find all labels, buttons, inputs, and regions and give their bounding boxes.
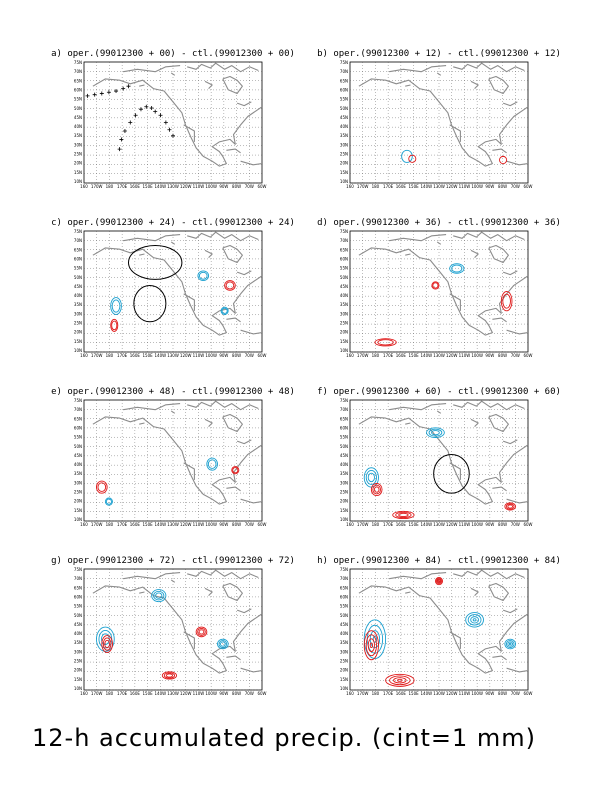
- lat-tick-label: 20N: [73, 498, 82, 504]
- lon-tick-label: 150E: [408, 522, 419, 527]
- lat-tick-label: 45N: [339, 452, 348, 458]
- lat-tick-label: 25N: [339, 151, 348, 157]
- map-panel-b: [317, 49, 561, 189]
- lon-tick-label: 170W: [356, 691, 369, 696]
- lat-tick-label: 15N: [339, 169, 348, 175]
- lon-tick-label: 180: [371, 522, 380, 527]
- lon-tick-label: 60W: [523, 691, 533, 696]
- lat-tick-label: 70N: [339, 576, 348, 582]
- lon-tick-label: 80W: [232, 691, 242, 696]
- lon-tick-label: 100W: [471, 691, 483, 696]
- lat-tick-label: 30N: [339, 480, 348, 486]
- lon-tick-label: 60W: [257, 184, 267, 189]
- lon-tick-label: 100W: [205, 522, 217, 527]
- lat-tick-label: 45N: [73, 114, 82, 120]
- lon-tick-label: 170W: [90, 691, 103, 696]
- lat-tick-label: 15N: [339, 507, 348, 513]
- lon-tick-label: 120W: [445, 353, 458, 358]
- lon-tick-label: 160: [346, 691, 354, 696]
- lon-tick-label: 90W: [485, 353, 495, 358]
- lat-tick-label: 30N: [339, 311, 348, 317]
- lat-tick-label: 60N: [339, 256, 348, 262]
- panel-title: a) oper.(99012300 + 00) - ctl.(99012300 + 00): [51, 49, 295, 59]
- lon-tick-label: 130W: [167, 522, 179, 527]
- lon-tick-label: 90W: [219, 522, 229, 527]
- lat-tick-label: 20N: [339, 160, 348, 166]
- lon-tick-label: 180: [105, 691, 114, 696]
- lat-tick-label: 40N: [339, 462, 348, 468]
- lat-tick-label: 30N: [339, 142, 348, 148]
- lat-tick-label: 50N: [73, 274, 82, 280]
- lon-tick-label: 120W: [445, 522, 458, 527]
- lat-tick-label: 10N: [339, 517, 348, 522]
- lon-tick-label: 110W: [192, 691, 205, 696]
- lat-tick-label: 45N: [73, 621, 82, 627]
- lon-tick-label: 60W: [523, 184, 533, 189]
- lat-tick-label: 35N: [339, 471, 348, 477]
- lon-tick-label: 70W: [244, 522, 254, 527]
- lon-tick-label: 120W: [445, 184, 458, 189]
- lon-tick-label: 90W: [219, 184, 229, 189]
- lon-tick-label: 100W: [471, 353, 483, 358]
- lon-tick-label: 80W: [232, 353, 242, 358]
- lon-tick-label: 110W: [458, 353, 471, 358]
- lat-tick-label: 60N: [73, 425, 82, 431]
- lon-tick-label: 150E: [142, 353, 153, 358]
- lon-tick-label: 150E: [408, 691, 419, 696]
- lon-tick-label: 170W: [90, 353, 103, 358]
- lat-tick-label: 35N: [339, 640, 348, 646]
- lat-tick-label: 20N: [73, 667, 82, 673]
- lon-tick-label: 180: [371, 691, 380, 696]
- lon-tick-label: 140W: [154, 353, 167, 358]
- lat-tick-label: 75N: [339, 60, 348, 65]
- lon-tick-label: 100W: [205, 353, 217, 358]
- lat-tick-label: 35N: [73, 133, 82, 139]
- lon-tick-label: 70W: [510, 184, 520, 189]
- lat-tick-label: 40N: [73, 631, 82, 637]
- lon-tick-label: 80W: [232, 184, 242, 189]
- lat-tick-label: 45N: [73, 283, 82, 289]
- figure-caption: 12-h accumulated precip. (cint=1 mm): [32, 724, 537, 752]
- lat-tick-label: 35N: [73, 302, 82, 308]
- lon-tick-label: 120W: [179, 184, 192, 189]
- lon-tick-label: 160E: [129, 353, 140, 358]
- lon-tick-label: 160: [346, 522, 354, 527]
- lon-tick-label: 110W: [192, 353, 205, 358]
- lon-tick-label: 170E: [117, 691, 128, 696]
- lat-tick-label: 65N: [73, 585, 82, 591]
- lon-tick-label: 110W: [192, 522, 205, 527]
- lon-tick-label: 160E: [395, 691, 406, 696]
- lon-tick-label: 100W: [471, 522, 483, 527]
- lon-tick-label: 110W: [458, 691, 471, 696]
- lon-tick-label: 140W: [420, 522, 433, 527]
- lon-tick-label: 170E: [383, 691, 394, 696]
- lon-tick-label: 60W: [523, 522, 533, 527]
- lon-tick-label: 150E: [142, 691, 153, 696]
- lon-tick-label: 180: [105, 522, 114, 527]
- lon-tick-label: 170W: [356, 353, 369, 358]
- lon-tick-label: 180: [371, 353, 380, 358]
- lat-tick-label: 65N: [73, 78, 82, 84]
- lon-tick-label: 180: [371, 184, 380, 189]
- lat-tick-label: 30N: [73, 142, 82, 148]
- panel-title: h) oper.(99012300 + 84) - ctl.(99012300 + 84): [317, 556, 561, 566]
- lat-tick-label: 45N: [73, 452, 82, 458]
- lon-tick-label: 90W: [485, 691, 495, 696]
- lat-tick-label: 65N: [339, 78, 348, 84]
- lat-tick-label: 50N: [339, 443, 348, 449]
- lat-tick-label: 10N: [73, 179, 82, 184]
- lat-tick-label: 25N: [339, 320, 348, 326]
- lat-tick-label: 20N: [339, 498, 348, 504]
- lon-tick-label: 110W: [458, 184, 471, 189]
- lat-tick-label: 20N: [339, 667, 348, 673]
- lat-tick-label: 30N: [73, 311, 82, 317]
- lat-tick-label: 20N: [73, 160, 82, 166]
- lon-tick-label: 70W: [244, 184, 254, 189]
- lon-tick-label: 140W: [154, 522, 167, 527]
- lon-tick-label: 80W: [498, 184, 508, 189]
- lat-tick-label: 65N: [339, 247, 348, 253]
- lon-tick-label: 120W: [445, 691, 458, 696]
- lon-tick-label: 160: [80, 691, 88, 696]
- lon-tick-label: 150E: [142, 184, 153, 189]
- lat-tick-label: 70N: [73, 576, 82, 582]
- lat-tick-label: 30N: [73, 480, 82, 486]
- lat-tick-label: 65N: [339, 416, 348, 422]
- lat-tick-label: 25N: [339, 658, 348, 664]
- lat-tick-label: 70N: [339, 407, 348, 413]
- lat-tick-label: 15N: [339, 676, 348, 682]
- lat-tick-label: 10N: [73, 348, 82, 353]
- lon-tick-label: 170E: [383, 522, 394, 527]
- lat-tick-label: 40N: [339, 293, 348, 299]
- lon-tick-label: 80W: [498, 353, 508, 358]
- lon-tick-label: 170W: [90, 522, 103, 527]
- map-panel-g: [51, 556, 295, 696]
- lat-tick-label: 20N: [73, 329, 82, 335]
- lon-tick-label: 160: [346, 184, 354, 189]
- panel-title: g) oper.(99012300 + 72) - ctl.(99012300 + 72): [51, 556, 295, 566]
- lon-tick-label: 130W: [167, 353, 179, 358]
- lat-tick-label: 55N: [339, 265, 348, 271]
- map-panel-e: [51, 387, 295, 527]
- lat-tick-label: 55N: [73, 265, 82, 271]
- map-panel-c: [51, 218, 295, 358]
- lon-tick-label: 60W: [257, 691, 267, 696]
- lon-tick-label: 160E: [395, 353, 406, 358]
- lat-tick-label: 55N: [73, 603, 82, 609]
- lat-tick-label: 60N: [339, 87, 348, 93]
- lat-tick-label: 25N: [339, 489, 348, 495]
- lat-tick-label: 70N: [73, 407, 82, 413]
- lat-tick-label: 15N: [339, 338, 348, 344]
- lat-tick-label: 10N: [73, 686, 82, 691]
- map-panel-f: [317, 387, 561, 527]
- panel-title: c) oper.(99012300 + 24) - ctl.(99012300 + 24): [51, 218, 295, 228]
- lat-tick-label: 75N: [339, 398, 348, 403]
- lat-tick-label: 60N: [339, 425, 348, 431]
- panel-title: e) oper.(99012300 + 48) - ctl.(99012300 + 48): [51, 387, 295, 397]
- lon-tick-label: 140W: [420, 184, 433, 189]
- lon-tick-label: 110W: [458, 522, 471, 527]
- lon-tick-label: 150E: [142, 522, 153, 527]
- lon-tick-label: 90W: [485, 522, 495, 527]
- lon-tick-label: 120W: [179, 353, 192, 358]
- lon-tick-label: 130W: [433, 522, 445, 527]
- panel-title: b) oper.(99012300 + 12) - ctl.(99012300 + 12): [317, 49, 561, 59]
- lon-tick-label: 170W: [356, 184, 369, 189]
- lat-tick-label: 75N: [339, 567, 348, 572]
- lon-tick-label: 110W: [192, 184, 205, 189]
- lat-tick-label: 40N: [339, 124, 348, 130]
- lat-tick-label: 35N: [73, 471, 82, 477]
- lat-tick-label: 75N: [73, 229, 82, 234]
- lon-tick-label: 130W: [433, 184, 445, 189]
- lat-tick-label: 55N: [339, 603, 348, 609]
- lat-tick-label: 10N: [73, 517, 82, 522]
- lon-tick-label: 140W: [420, 353, 433, 358]
- lon-tick-label: 170E: [117, 184, 128, 189]
- lat-tick-label: 40N: [73, 124, 82, 130]
- lon-tick-label: 100W: [205, 184, 217, 189]
- lat-tick-label: 15N: [73, 676, 82, 682]
- lat-tick-label: 60N: [73, 256, 82, 262]
- lon-tick-label: 70W: [510, 522, 520, 527]
- lat-tick-label: 65N: [73, 247, 82, 253]
- lon-tick-label: 160E: [129, 522, 140, 527]
- lat-tick-label: 40N: [73, 462, 82, 468]
- lon-tick-label: 130W: [167, 184, 179, 189]
- lon-tick-label: 160: [80, 522, 88, 527]
- map-panel-h: [317, 556, 561, 696]
- lat-tick-label: 75N: [73, 60, 82, 65]
- lat-tick-label: 70N: [339, 69, 348, 75]
- lon-tick-label: 160E: [129, 691, 140, 696]
- lon-tick-label: 60W: [523, 353, 533, 358]
- lon-tick-label: 70W: [244, 691, 254, 696]
- lat-tick-label: 45N: [339, 283, 348, 289]
- lat-tick-label: 20N: [339, 329, 348, 335]
- lat-tick-label: 25N: [73, 320, 82, 326]
- lat-tick-label: 60N: [73, 594, 82, 600]
- lat-tick-label: 10N: [339, 686, 348, 691]
- lon-tick-label: 70W: [244, 353, 254, 358]
- lon-tick-label: 140W: [420, 691, 433, 696]
- lon-tick-label: 170E: [383, 353, 394, 358]
- lat-tick-label: 35N: [73, 640, 82, 646]
- lat-tick-label: 50N: [73, 443, 82, 449]
- lat-tick-label: 10N: [339, 348, 348, 353]
- lon-tick-label: 80W: [498, 691, 508, 696]
- lon-tick-label: 60W: [257, 522, 267, 527]
- lat-tick-label: 30N: [339, 649, 348, 655]
- lat-tick-label: 50N: [339, 612, 348, 618]
- lat-tick-label: 25N: [73, 489, 82, 495]
- lat-tick-label: 65N: [339, 585, 348, 591]
- lon-tick-label: 80W: [498, 522, 508, 527]
- lat-tick-label: 60N: [73, 87, 82, 93]
- panel-title: f) oper.(99012300 + 60) - ctl.(99012300 + 60): [317, 387, 561, 397]
- lon-tick-label: 60W: [257, 353, 267, 358]
- lat-tick-label: 75N: [339, 229, 348, 234]
- lon-tick-label: 90W: [219, 691, 229, 696]
- lat-tick-label: 25N: [73, 151, 82, 157]
- lon-tick-label: 120W: [179, 522, 192, 527]
- lat-tick-label: 30N: [73, 649, 82, 655]
- lon-tick-label: 160: [80, 353, 88, 358]
- lat-tick-label: 45N: [339, 114, 348, 120]
- lat-tick-label: 55N: [339, 434, 348, 440]
- map-panel-a: [51, 49, 295, 189]
- lat-tick-label: 75N: [73, 567, 82, 572]
- lon-tick-label: 170E: [383, 184, 394, 189]
- lat-tick-label: 55N: [73, 434, 82, 440]
- lon-tick-label: 150E: [408, 184, 419, 189]
- lat-tick-label: 50N: [339, 105, 348, 111]
- lon-tick-label: 160: [80, 184, 88, 189]
- lon-tick-label: 170W: [356, 522, 369, 527]
- lat-tick-label: 10N: [339, 179, 348, 184]
- lon-tick-label: 180: [105, 184, 114, 189]
- lon-tick-label: 130W: [433, 691, 445, 696]
- lon-tick-label: 180: [105, 353, 114, 358]
- lat-tick-label: 75N: [73, 398, 82, 403]
- lon-tick-label: 90W: [219, 353, 229, 358]
- lon-tick-label: 140W: [154, 691, 167, 696]
- lat-tick-label: 15N: [73, 338, 82, 344]
- lon-tick-label: 160E: [395, 184, 406, 189]
- lat-tick-label: 40N: [73, 293, 82, 299]
- lat-tick-label: 65N: [73, 416, 82, 422]
- map-panel-d: [317, 218, 561, 358]
- lat-tick-label: 50N: [73, 612, 82, 618]
- panel-title: d) oper.(99012300 + 36) - ctl.(99012300 + 36): [317, 218, 561, 228]
- lon-tick-label: 160: [346, 353, 354, 358]
- lat-tick-label: 55N: [73, 96, 82, 102]
- lon-tick-label: 100W: [471, 184, 483, 189]
- lon-tick-label: 160E: [129, 184, 140, 189]
- lon-tick-label: 120W: [179, 691, 192, 696]
- lon-tick-label: 130W: [433, 353, 445, 358]
- lat-tick-label: 35N: [339, 133, 348, 139]
- lon-tick-label: 140W: [154, 184, 167, 189]
- lat-tick-label: 70N: [73, 238, 82, 244]
- lon-tick-label: 150E: [408, 353, 419, 358]
- lon-tick-label: 100W: [205, 691, 217, 696]
- lat-tick-label: 40N: [339, 631, 348, 637]
- lat-tick-label: 35N: [339, 302, 348, 308]
- lat-tick-label: 25N: [73, 658, 82, 664]
- lon-tick-label: 70W: [510, 353, 520, 358]
- lon-tick-label: 80W: [232, 522, 242, 527]
- lon-tick-label: 90W: [485, 184, 495, 189]
- lat-tick-label: 70N: [339, 238, 348, 244]
- lat-tick-label: 15N: [73, 507, 82, 513]
- lon-tick-label: 170E: [117, 353, 128, 358]
- lat-tick-label: 70N: [73, 69, 82, 75]
- lat-tick-label: 45N: [339, 621, 348, 627]
- lon-tick-label: 130W: [167, 691, 179, 696]
- lat-tick-label: 55N: [339, 96, 348, 102]
- lat-tick-label: 60N: [339, 594, 348, 600]
- lat-tick-label: 50N: [73, 105, 82, 111]
- lat-tick-label: 50N: [339, 274, 348, 280]
- lon-tick-label: 70W: [510, 691, 520, 696]
- lon-tick-label: 160E: [395, 522, 406, 527]
- lat-tick-label: 15N: [73, 169, 82, 175]
- lon-tick-label: 170E: [117, 522, 128, 527]
- lon-tick-label: 170W: [90, 184, 103, 189]
